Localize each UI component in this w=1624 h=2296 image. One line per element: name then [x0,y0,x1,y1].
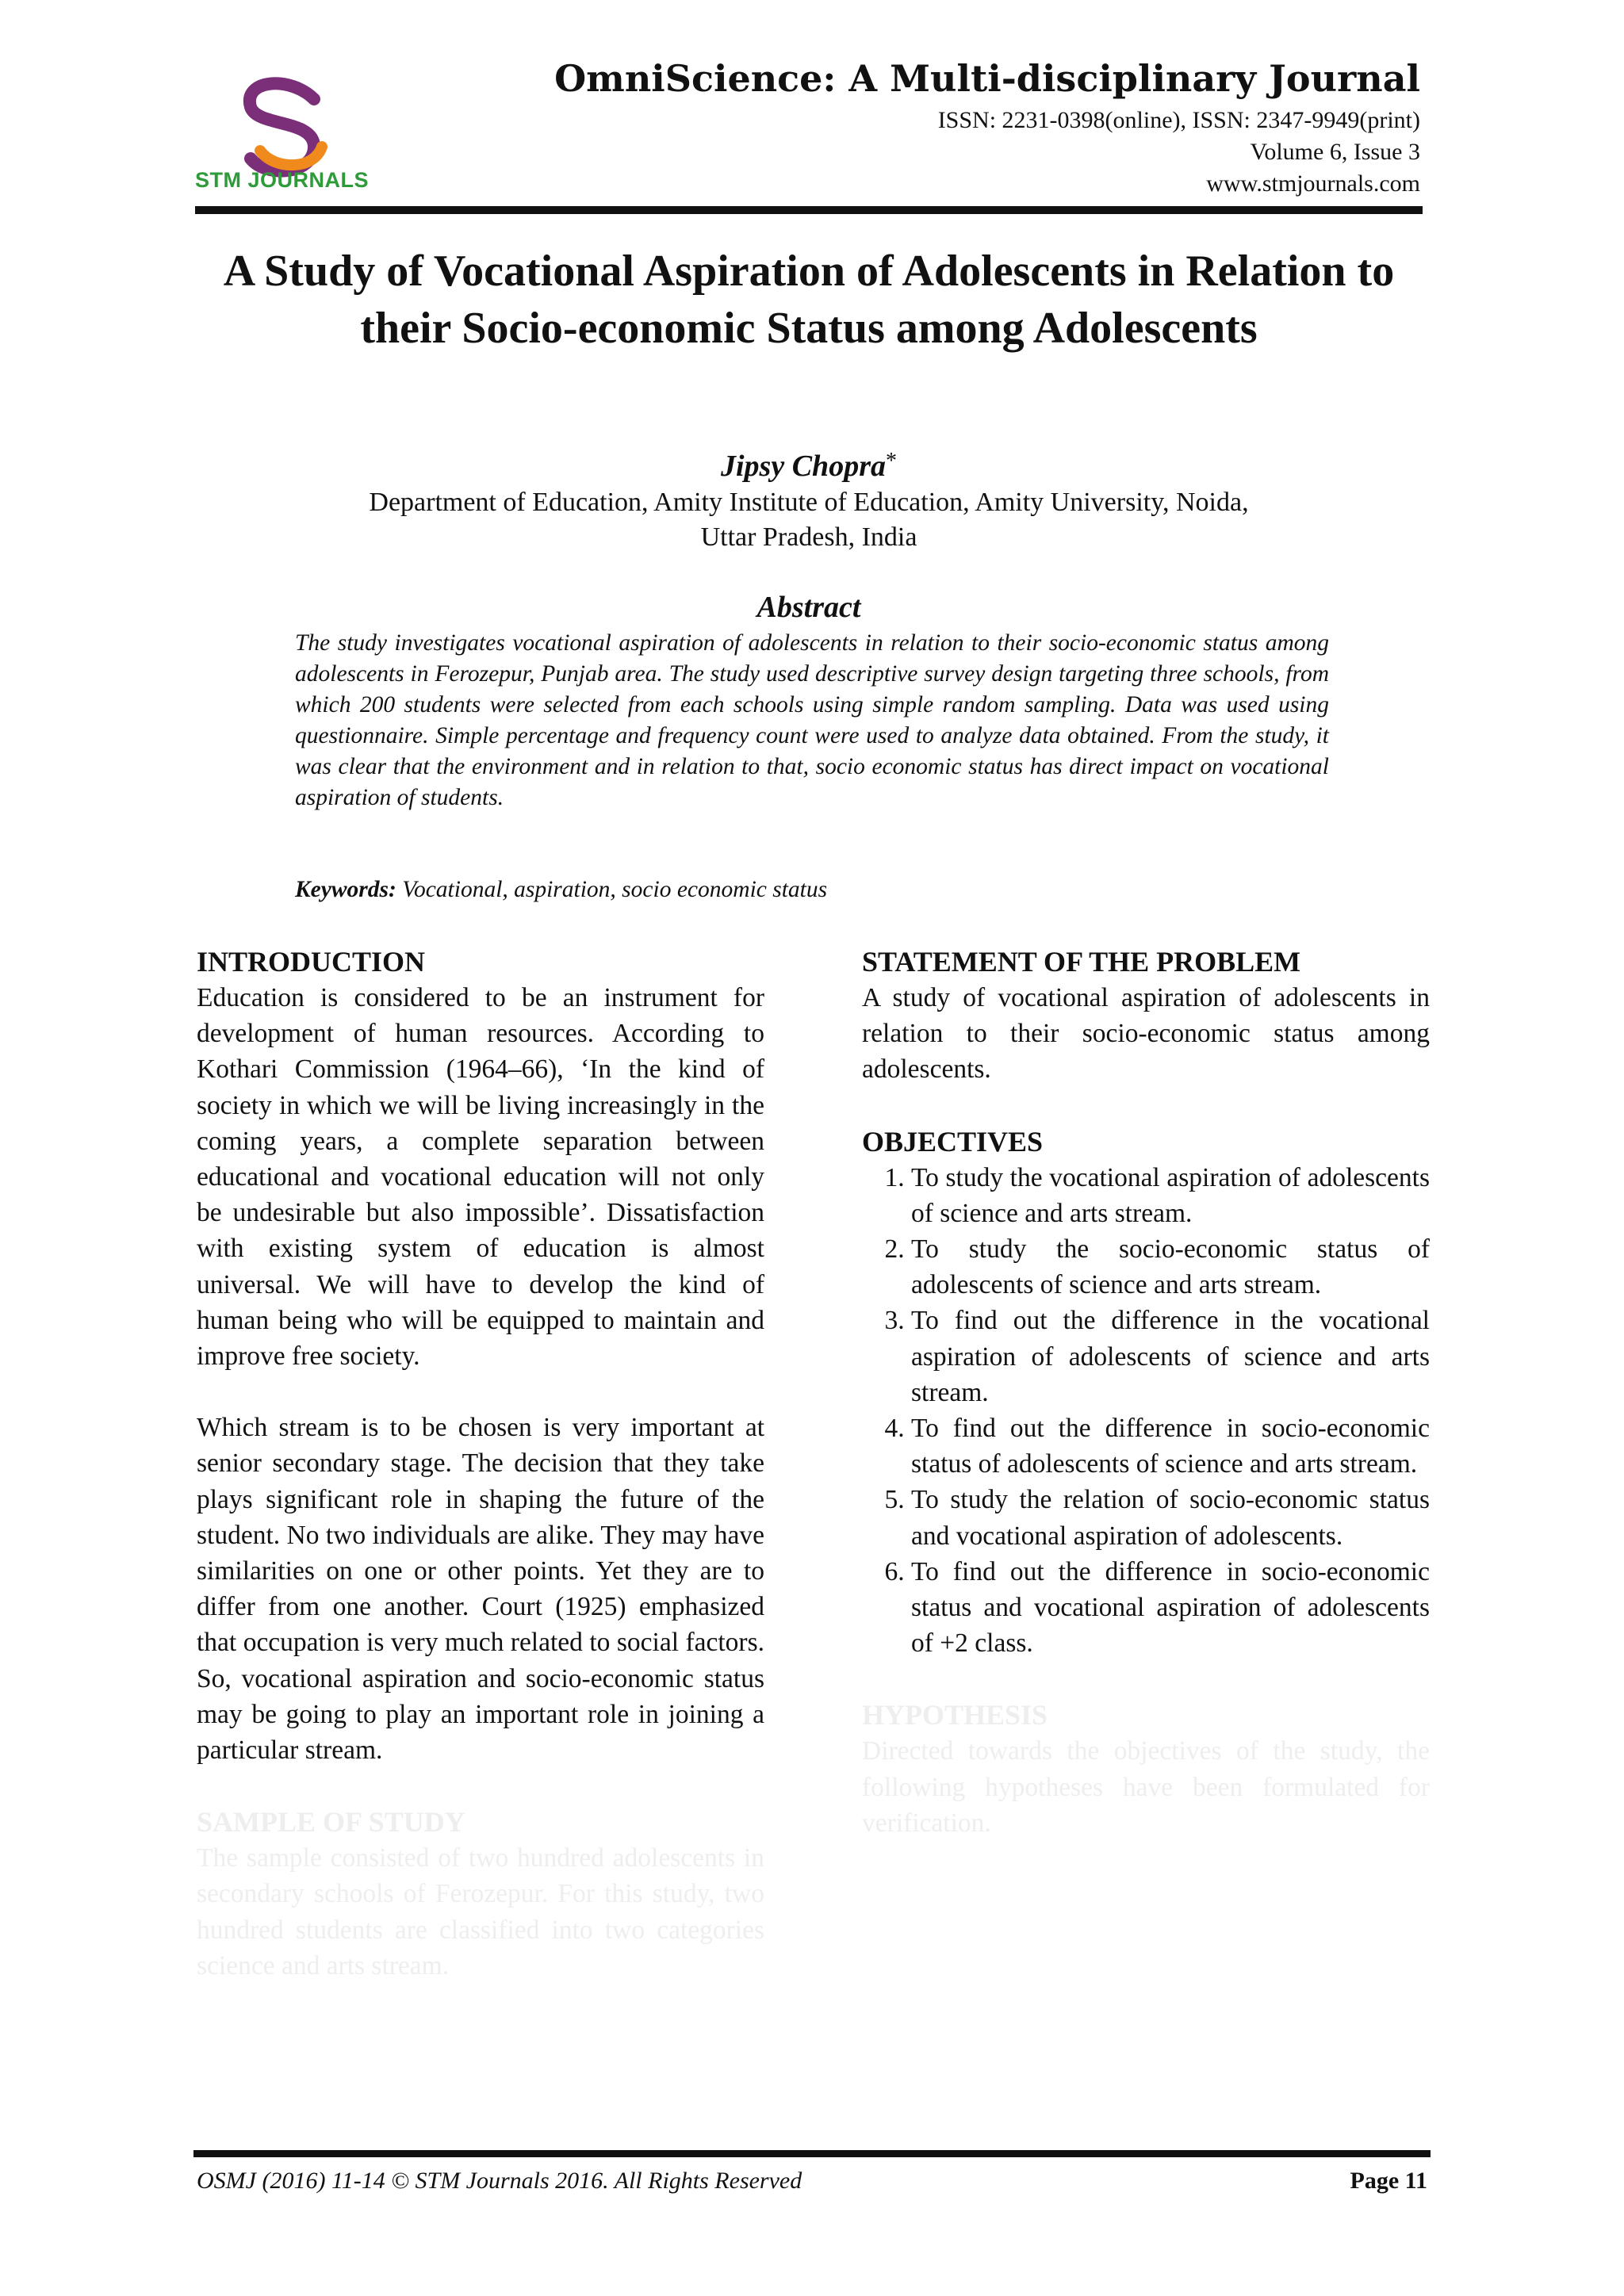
introduction-paragraph-2: Which stream is to be chosen is very important at senior secondary stage. The decision that they take plays significant role in shaping the future of the student. No two individuals are alike. They may have similarities on one or other points. Yet they are to differ from one another. Court (1925) emphasized that occupation is very much related to social factors. So, vocational aspiration and socio-economic status may be going to play an important role in joining a particular stream. [197,1413,764,1766]
header-rule [195,206,1423,214]
affiliation-line-2: Uttar Pradesh, India [700,522,917,552]
keywords [295,877,1329,903]
objective-item: 6. To find out the difference in socio-economic status and vocational aspiration of adolescents of +2 class. [911,1554,1430,1662]
footer-rule [193,2150,1431,2157]
sample-heading: SAMPLE OF STUDY [197,1806,465,1839]
journal-website[interactable]: www.stmjournals.com [1206,170,1420,197]
objective-item: 5. To study the relation of socio-economic status and vocational aspiration of adolescents. [911,1482,1430,1553]
footer-citation: OSMJ (2016) 11-14 © STM Journals 2016. All Rights Reserved [197,2168,802,2194]
affiliation [195,485,1423,555]
problem-paragraph: A study of vocational aspiration of adolescents in relation to their socio-economic status among adolescents. [862,983,1430,1085]
article-title: A Study of Vocational Aspiration of Adolescents in Relation to their Socio-economic Status among Adolescents [223,247,1395,353]
left-column [197,943,764,1984]
sample-section [197,1804,764,1984]
keywords-list: Vocational, aspiration, socio economic status [402,877,828,902]
author-mark: * [885,449,897,473]
introduction-paragraph-1: Education is considered to be an instrument for development of human resources. According to Kothari Commission (1964–66), ‘In the kind of society in which we will be living increasingly in the coming years, a complete separation between educational and vocational education will not only be undesirable but also impossible’. Dissatisfaction with existing system of education is almost universal. We will have to develop the kind of human being who will be equipped to maintain and improve free society. [197,983,764,1372]
objective-item: 4. To find out the difference in socio-economic status of adolescents of science and arts stream. [911,1410,1430,1482]
hypothesis-section [862,1697,1430,1841]
abstract-text: The study investigates vocational aspiration of adolescents in relation to their socio-economic status among adolescents in Ferozepur, Punjab area. The study used descriptive survey design targeting three schools, from which 200 students were selected from each schools using simple random sampling. Data was used using questionnaire. Simple percentage and frequency count were used to analyze data obtained. From the study, it was clear that the environment and in relation to that, socio economic status has direct impact on vocational aspiration of students. [295,630,1329,810]
objective-item: 2. To study the socio-economic status of adolescents of science and arts stream. [911,1231,1430,1303]
logo-text: STM JOURNALS [195,168,370,192]
introduction-heading: INTRODUCTION [197,946,426,978]
keywords-label: Keywords: [295,877,396,902]
affiliation-line-1: Department of Education, Amity Institute of Education, Amity University, Noida, [369,488,1249,517]
hypothesis-paragraph: Directed towards the objectives of the study, the following hypotheses have been formulated for verification. [862,1736,1430,1838]
journal-title: OmniScience: A Multi-disciplinary Journal [554,57,1420,100]
issn: ISSN: 2231-0398(online), ISSN: 2347-9949(print) [937,107,1420,133]
author-name [195,449,1423,484]
objective-item: 1. To study the vocational aspiration of adolescents of science and arts stream. [911,1160,1430,1231]
hypothesis-heading: HYPOTHESIS [862,1699,1048,1732]
sample-paragraph: The sample consisted of two hundred adolescents in secondary schools of Ferozepur. For this study, two hundred students are classified into two categories science and arts stream. [197,1843,764,1980]
abstract-heading: Abstract [756,591,861,624]
right-column [862,943,1430,1841]
objectives-heading: OBJECTIVES [862,1125,1044,1158]
author: Jipsy Chopra [721,450,886,483]
objectives-list [862,1160,1430,1662]
journal-header [554,57,1420,200]
page-number: Page 11 [1350,2168,1427,2194]
volume-issue: Volume 6, Issue 3 [1250,139,1420,165]
problem-heading: STATEMENT OF THE PROBLEM [862,946,1301,978]
objective-item: 3. To find out the difference in the vocational aspiration of adolescents of science and arts stream. [911,1303,1430,1410]
